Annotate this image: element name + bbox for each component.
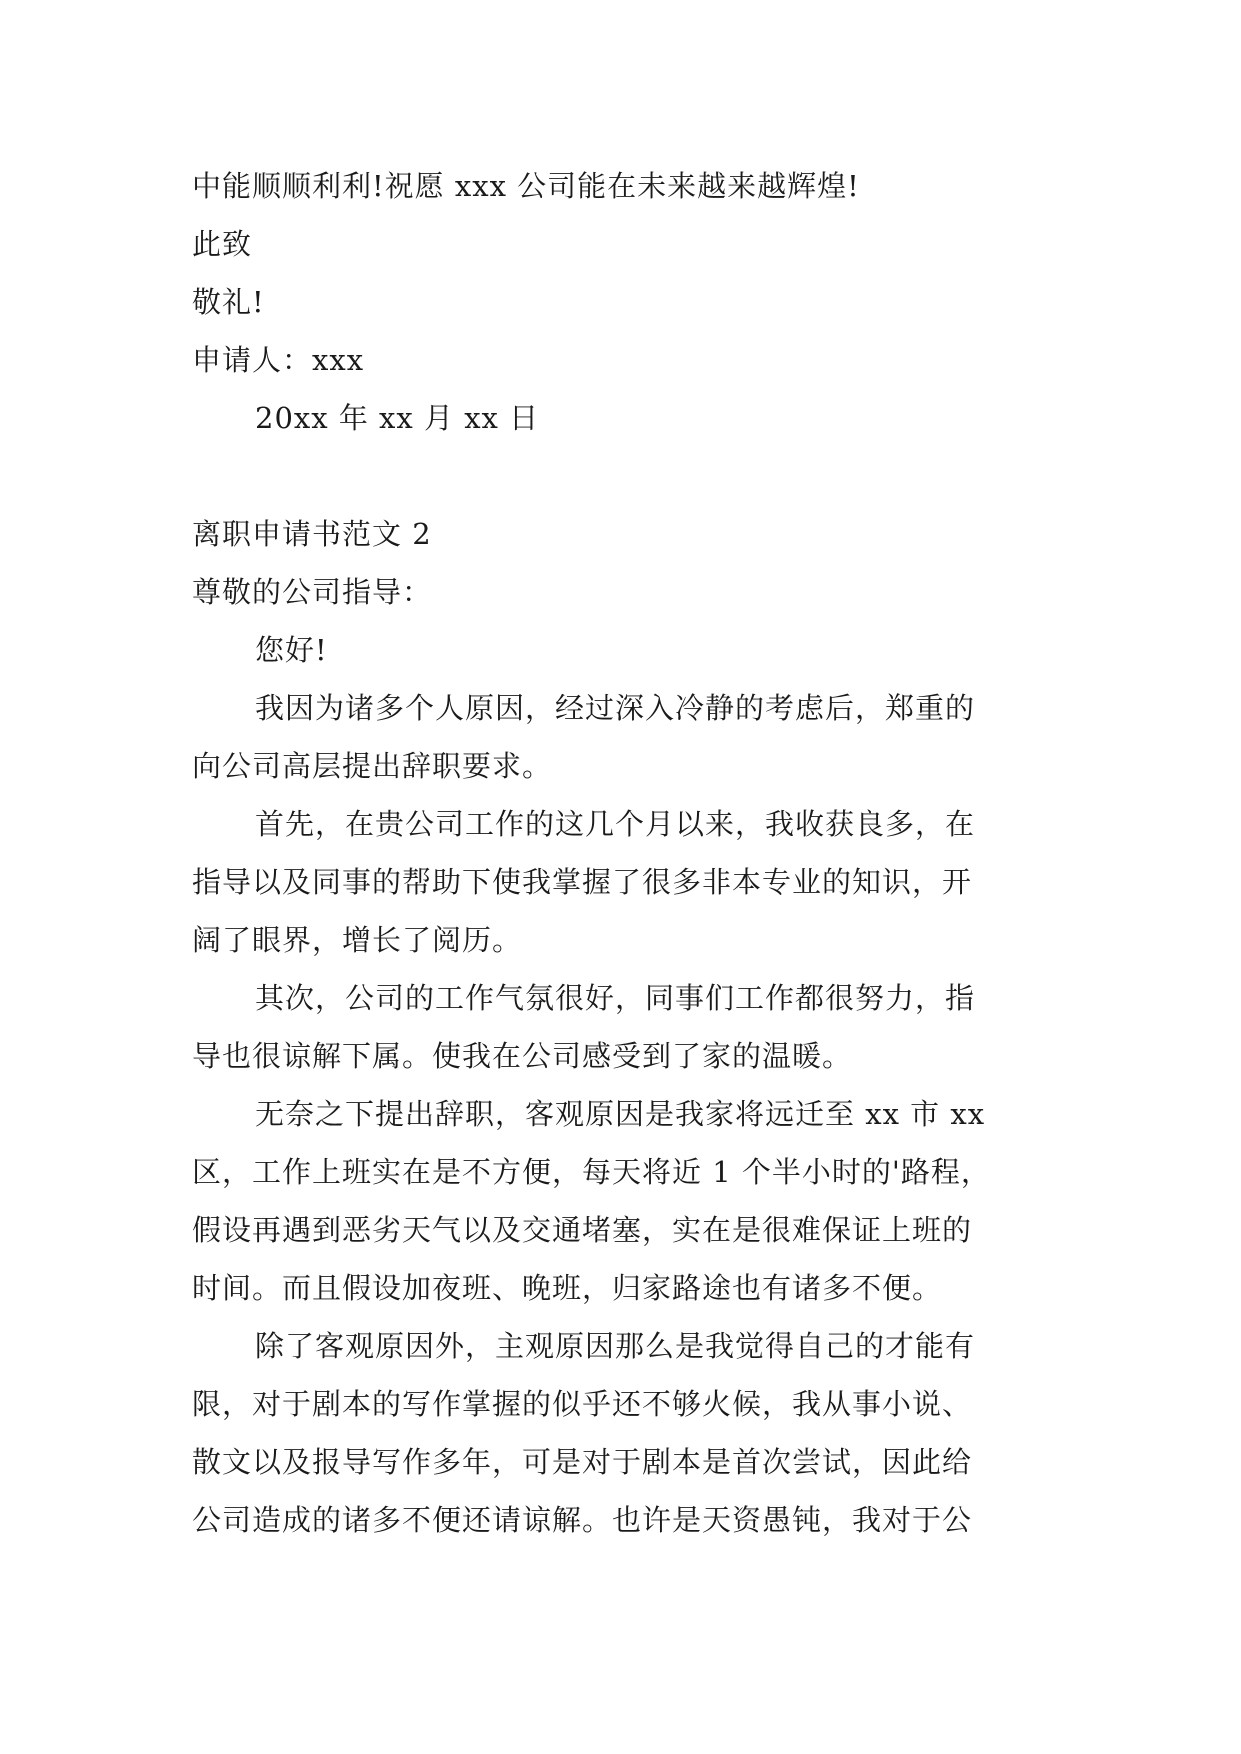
body-line: 阔了眼界，增长了阅历。 xyxy=(192,923,523,957)
body-line: 向公司高层提出辞职要求。 xyxy=(192,749,553,783)
body-line: 除了客观原因外，主观原因那么是我觉得自己的才能有 xyxy=(255,1329,976,1363)
greeting: 您好! xyxy=(255,633,328,667)
letter-date: 20xx 年 xx 月 xx 日 xyxy=(255,401,540,435)
body-line: 假设再遇到恶劣天气以及交通堵塞，实在是很难保证上班的 xyxy=(192,1213,973,1247)
body-line: 区，工作上班实在是不方便，每天将近 1 个半小时的'路程， xyxy=(192,1155,991,1189)
body-line: 限，对于剧本的写作掌握的似乎还不够火候，我从事小说、 xyxy=(192,1387,973,1421)
body-line: 导也很谅解下属。使我在公司感受到了家的温暖。 xyxy=(192,1039,853,1073)
addressee: 尊敬的公司指导： xyxy=(192,575,433,609)
body-line: 时间。而且假设加夜班、晚班，归家路途也有诸多不便。 xyxy=(192,1271,943,1305)
applicant-signature: 申请人：xxx xyxy=(192,343,365,377)
section-title: 离职申请书范文 2 xyxy=(192,517,432,551)
body-line: 指导以及同事的帮助下使我掌握了很多非本专业的知识，开 xyxy=(192,865,973,899)
body-line: 我因为诸多个人原因，经过深入冷静的考虑后，郑重的 xyxy=(255,691,976,725)
closing-wish-line: 中能顺顺利利!祝愿 xxx 公司能在未来越来越辉煌! xyxy=(192,169,860,203)
body-line: 无奈之下提出辞职，客观原因是我家将远迁至 xx 市 xx xyxy=(255,1097,986,1131)
regards: 敬礼! xyxy=(192,285,265,319)
body-line: 公司造成的诸多不便还请谅解。也许是天资愚钝，我对于公 xyxy=(192,1503,973,1537)
body-line: 散文以及报导写作多年，可是对于剧本是首次尝试，因此给 xyxy=(192,1445,973,1479)
body-line: 首先，在贵公司工作的这几个月以来，我收获良多，在 xyxy=(255,807,976,841)
salutation: 此致 xyxy=(192,227,253,261)
body-line: 其次，公司的工作气氛很好，同事们工作都很努力，指 xyxy=(255,981,976,1015)
